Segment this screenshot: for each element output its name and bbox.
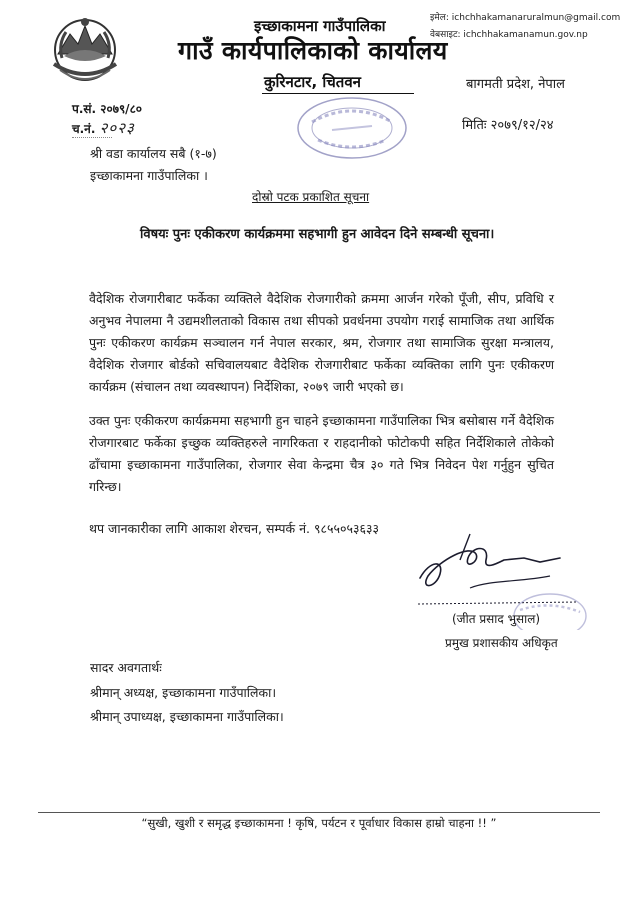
cc-heading: सादर अवगतार्थः — [90, 660, 162, 675]
recipient-line-1: श्री वडा कार्यालय सबै (१-७) — [90, 146, 217, 161]
office-seal-stamp — [292, 92, 412, 162]
patra-sankhya: प.सं. २०७९/८० — [72, 102, 143, 116]
signer-title: प्रमुख प्रशासकीय अधिकृत — [445, 636, 558, 650]
footer-slogan: “सुखी, खुशी र समृद्ध इच्छाकामना ! कृषि, पर्यटन र पूर्वाधार विकास हाम्रो चाहना !! ” — [141, 816, 497, 830]
chalani-number: २०२३ — [99, 119, 135, 137]
office-location: कुरिनटार, चितवन — [264, 73, 361, 91]
body-paragraph-2: उक्त पुनः एकीकरण कार्यक्रममा सहभागी हुन चाहने इच्छाकामना गाउँपालिका भित्र बसोबास गर्ने वैदेशिक रोजगारबाट फर्केका इच्छुक व्यक्तिहरुले नागरिकता र राहदानीको फोटोकपी सहित निर्देशिकाले तोकेको ढाँचामा इच्छाकामना गाउँपालिका, रोजगार सेवा केन्द्रमा चैत्र ३० गते भित्र निवेदन पेश गर्नुहुन सुचित गरिन्छ। — [89, 413, 554, 494]
cc-line-1: श्रीमान् अध्यक्ष, इच्छाकामना गाउँपालिका। — [90, 685, 277, 700]
province-name: बागमती प्रदेश, नेपाल — [466, 77, 565, 92]
chalani-dotted-line — [72, 137, 112, 138]
letter-date: मितिः २०७९/१२/२४ — [462, 118, 554, 133]
contact-line: थप जानकारीका लागि आकाश शेरचन, सम्पर्क नं. ९८५५०५३६३३ — [89, 521, 379, 536]
website-address: वेबसाइट: ichchhakamanamun.gov.np — [430, 30, 588, 40]
notice-title: दोस्रो पटक प्रकाशित सूचना — [252, 190, 370, 204]
municipality-name: इच्छाकामना गाउँपालिका — [254, 17, 386, 35]
notice-subject: विषयः पुनः एकीकरण कार्यक्रममा सहभागी हुन आवेदन दिने सम्बन्धी सूचना। — [140, 227, 495, 242]
office-title: गाउँ कार्यपालिकाको कार्यालय — [178, 36, 448, 65]
chalani-label: च.नं. — [72, 122, 96, 136]
footer-divider — [38, 812, 600, 813]
email-address: इमेल: ichchhakamanaruralmun@gmail.com — [430, 13, 621, 23]
recipient-line-2: इच्छाकामना गाउँपालिका । — [90, 168, 208, 183]
chalani-number-row — [72, 118, 135, 138]
body-paragraph-1: वैदेशिक रोजगारीबाट फर्केका व्यक्तिले वैदेशिक रोजगारीको क्रममा आर्जन गरेको पूँजी, सीप, प्रविधि र अनुभव नेपालमा नै उद्यमशीलताको विकास तथा सीपको प्रवर्धनमा उपयोग गराई सामाजिक तथा आर्थिक पुनः एकीकरण कार्यक्रम सञ्चालन गर्न नेपाल सरकार, श्रम, रोजगार तथा सामाजिक सुरक्षा मन्त्रालय, वैदेशिक रोजगार बोर्डको सचिवालयबाट वैदेशिक रोजगारीबाट फर्केका व्यक्तिका लागि पुनः एकीकरण कार्यक्रम (संचालन तथा व्यवस्थापन) निर्देशिका, २०७९ जारी भएको छ। — [89, 291, 554, 394]
nepal-government-emblem-icon — [46, 14, 124, 84]
signer-name: (जीत प्रसाद भुसाल) — [452, 612, 541, 626]
cc-line-2: श्रीमान् उपाध्यक्ष, इच्छाकामना गाउँपालिका। — [90, 709, 284, 724]
